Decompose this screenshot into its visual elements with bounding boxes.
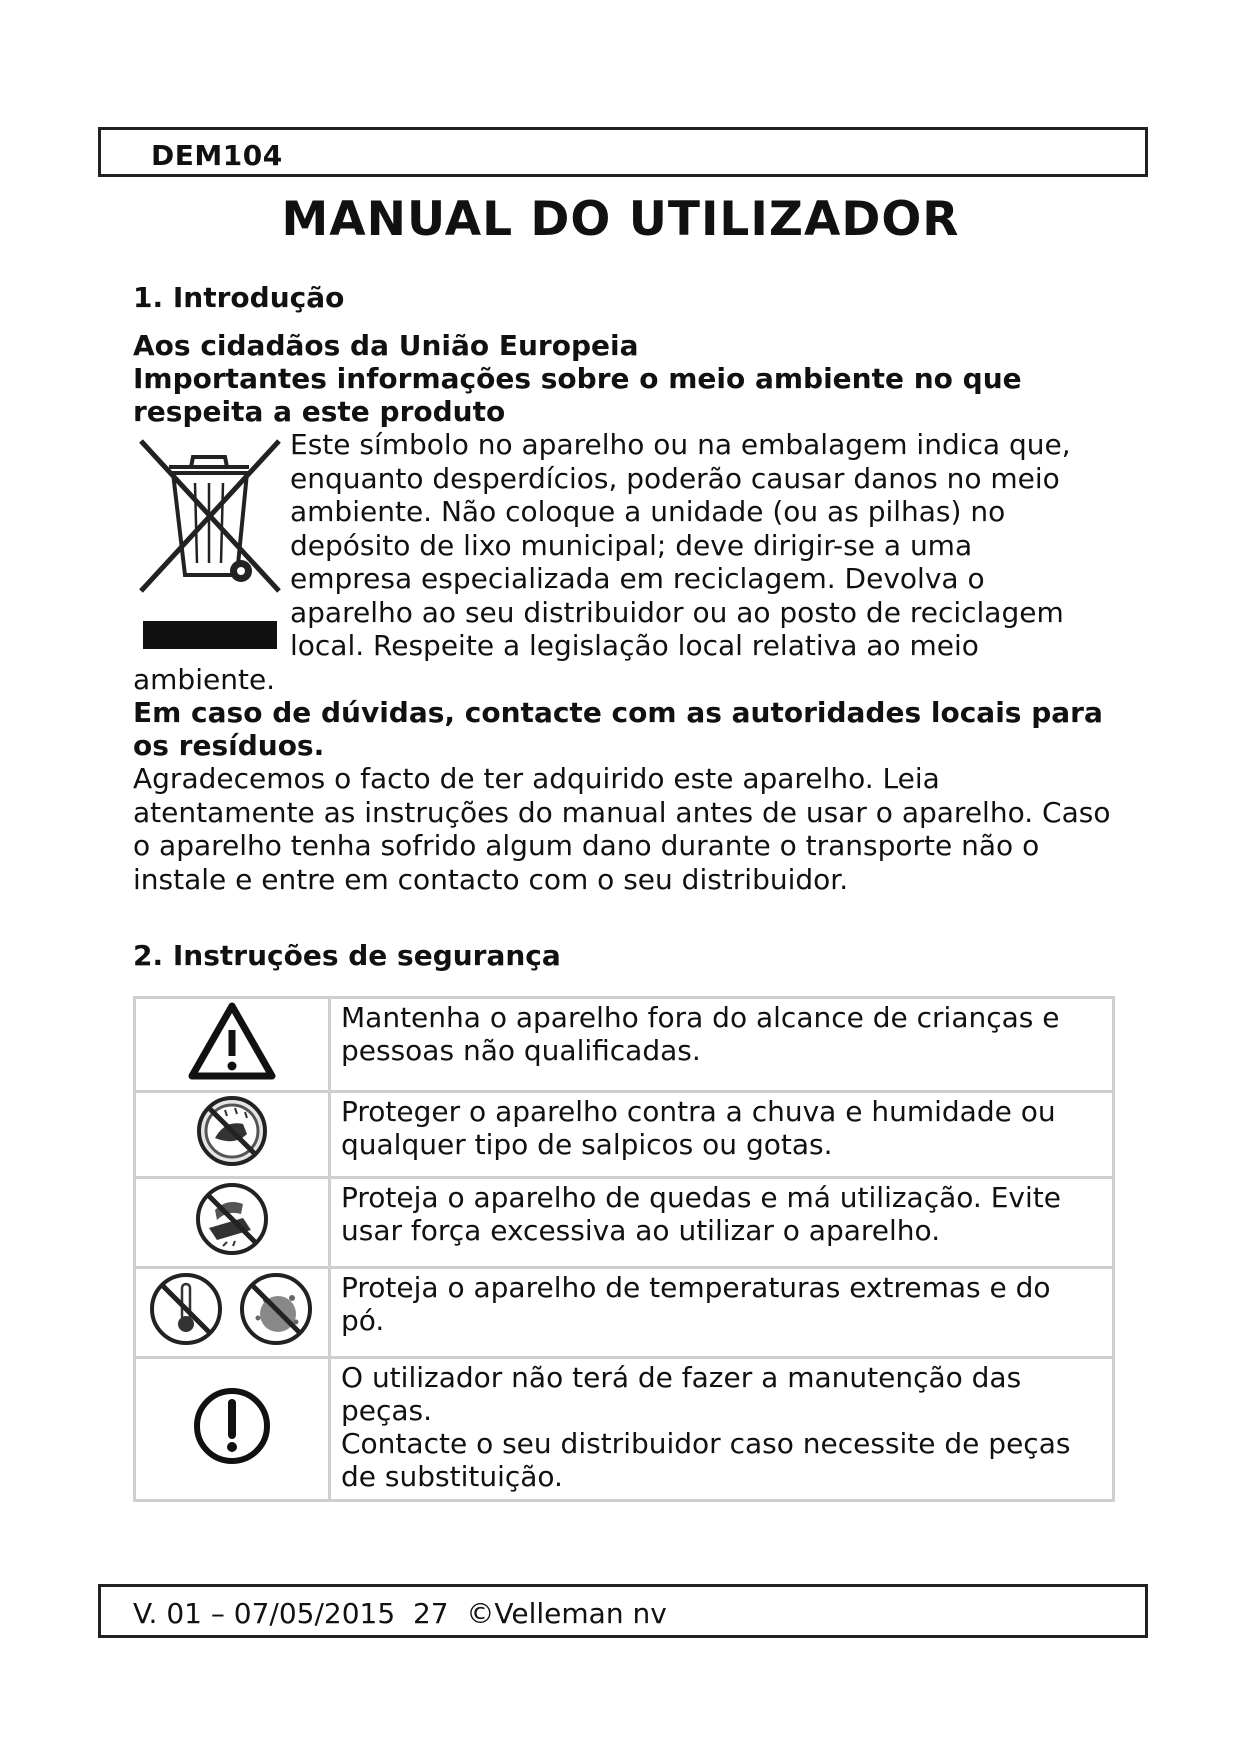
- safety-text-cell: Proteger o aparelho contra a chuva e humidade ou qualquer tipo de salpicos ou gotas.: [330, 1092, 1114, 1178]
- model-number: DEM104: [151, 139, 283, 172]
- warning-triangle-icon: [186, 1000, 278, 1082]
- section-heading-introduction: 1. Introdução: [133, 281, 345, 314]
- safety-instructions-table: [133, 996, 1115, 1502]
- replacement-parts-text: Contacte o seu distribuidor caso necessite de peças de substituição.: [341, 1427, 1071, 1493]
- safety-text-cell: Proteja o aparelho de quedas e má utilização. Evite usar força excessiva ao utilizar o aparelho.: [330, 1178, 1114, 1268]
- weee-crossed-bin-icon: [133, 435, 285, 655]
- environment-info-line-1: Importantes informações sobre o meio ambiente no que: [133, 362, 1022, 395]
- no-water-icon: [195, 1094, 269, 1168]
- safety-text-cell: Mantenha o aparelho fora do alcance de crianças e pessoas não qualificadas.: [330, 998, 1114, 1092]
- page-title: MANUAL DO UTILIZADOR: [281, 192, 960, 247]
- table-row: [135, 1092, 1114, 1178]
- table-row: [135, 1268, 1114, 1358]
- icon-cell: [135, 1268, 330, 1358]
- icon-cell: [135, 998, 330, 1092]
- safety-text-cell: Proteja o aparelho de temperaturas extremas e do pó.: [330, 1268, 1114, 1358]
- environment-info-line-2: respeita a este produto: [133, 395, 506, 428]
- header-box: [98, 127, 1148, 177]
- maintenance-text: O utilizador não terá de fazer a manutenção das peças.: [341, 1361, 1022, 1427]
- thanks-paragraph: Agradecemos o facto de ter adquirido este aparelho. Leia atentamente as instruções do manual antes de usar o aparelho. Caso o aparelho tenha sofrido algum dano durante o transporte não o instale e entre em contacto com o seu distribuidor.: [133, 762, 1111, 896]
- section-heading-safety: 2. Instruções de segurança: [133, 939, 561, 972]
- icon-cell: [135, 1092, 330, 1178]
- footer-box: [98, 1584, 1148, 1638]
- icon-cell: [135, 1358, 330, 1501]
- icon-cell: [135, 1178, 330, 1268]
- table-row: [135, 1358, 1114, 1501]
- no-temperature-no-dust-icon: [146, 1270, 318, 1348]
- weee-disposal-text-tail: ambiente.: [133, 663, 276, 696]
- eu-citizens-line: Aos cidadãos da União Europeia: [133, 329, 639, 362]
- doubts-contact-authorities: Em caso de dúvidas, contacte com as autoridades locais para os resíduos.: [133, 696, 1103, 762]
- weee-disposal-text: Este símbolo no aparelho ou na embalagem indica que, enquanto desperdícios, poderão causar danos no meio ambiente. Não coloque a unidade (ou as pilhas) no depósito de lixo municipal; deve dirigir-se a uma empresa especializada em reciclagem. Devolva o aparelho ao seu distribuidor ou ao posto de reciclagem local. Respeite a legislação local relativa ao meio: [290, 428, 1071, 662]
- no-drop-icon: [193, 1180, 271, 1258]
- footer-version-page-copyright: V. 01 – 07/05/2015 27 ©Velleman nv: [133, 1597, 667, 1630]
- table-row: [135, 1178, 1114, 1268]
- safety-text-cell: [330, 1358, 1114, 1501]
- table-row: [135, 998, 1114, 1092]
- exclamation-circle-icon: [191, 1385, 273, 1467]
